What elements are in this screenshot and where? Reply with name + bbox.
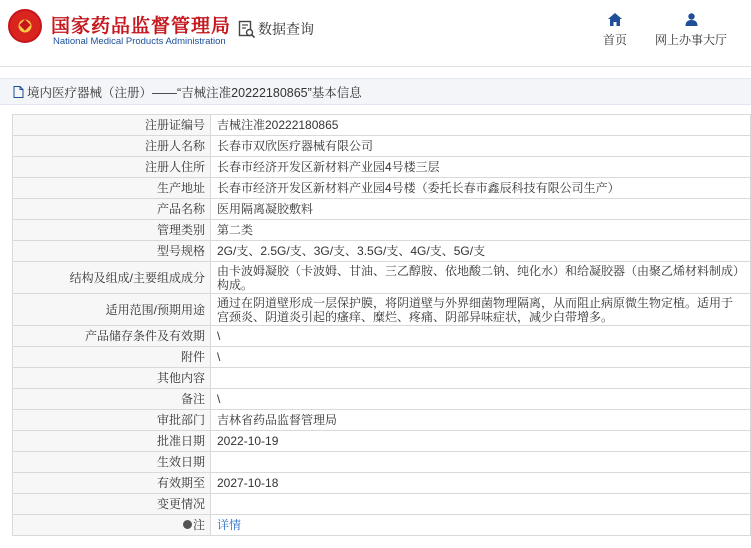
table-row [13, 136, 751, 157]
row-label: 其他内容 [13, 368, 211, 389]
table-row [13, 326, 751, 347]
table-row [13, 199, 751, 220]
row-label: 注册证编号 [13, 115, 211, 136]
table-row [13, 220, 751, 241]
row-label: 有效期至 [13, 473, 211, 494]
table-row [13, 347, 751, 368]
table-row [13, 431, 751, 452]
pin-icon [183, 520, 192, 529]
site-name-en: National Medical Products Administration [53, 36, 226, 47]
row-label: 适用范围/预期用途 [13, 294, 211, 326]
detail-table [12, 114, 751, 536]
row-value: 长春市经济开发区新材料产业园4号楼三层 [211, 157, 751, 178]
row-value: 吉械注准20222180865 [211, 115, 751, 136]
table-row [13, 410, 751, 431]
nmpa-emblem-icon [8, 9, 42, 43]
page-title: 境内医疗器械（注册）——“吉械注准20222180865”基本信息 [27, 85, 362, 100]
row-label: 型号规格 [13, 241, 211, 262]
note-value-cell [211, 515, 751, 536]
row-value: 长春市双欣医疗器械有限公司 [211, 136, 751, 157]
row-label: 生效日期 [13, 452, 211, 473]
table-row [13, 157, 751, 178]
row-value: \ [211, 389, 751, 410]
row-label: 批准日期 [13, 431, 211, 452]
table-row [13, 241, 751, 262]
row-value: 第二类 [211, 220, 751, 241]
row-value [211, 452, 751, 473]
data-query-link[interactable] [238, 19, 314, 39]
table-row [13, 262, 751, 294]
header-divider [0, 66, 751, 67]
row-label: 备注 [13, 389, 211, 410]
nav-home[interactable] [600, 13, 630, 48]
row-value: 2022-10-19 [211, 431, 751, 452]
table-row [13, 368, 751, 389]
row-label: 产品名称 [13, 199, 211, 220]
note-label: 注 [192, 518, 205, 532]
row-value: \ [211, 347, 751, 368]
row-value [211, 368, 751, 389]
detail-link[interactable]: 详情 [217, 518, 242, 532]
site-header [0, 0, 751, 64]
row-label: 管理类别 [13, 220, 211, 241]
home-icon [608, 13, 622, 26]
row-label: 生产地址 [13, 178, 211, 199]
row-value [211, 494, 751, 515]
data-query-label: 数据查询 [258, 21, 314, 37]
table-row [13, 389, 751, 410]
table-row [13, 452, 751, 473]
search-document-icon [238, 20, 254, 38]
site-name: 国家药品监督管理局 [51, 16, 232, 37]
row-value: 医用隔离凝胶敷料 [211, 199, 751, 220]
row-value: 2027-10-18 [211, 473, 751, 494]
row-label: 注册人住所 [13, 157, 211, 178]
row-value: 2G/支、2.5G/支、3G/支、3.5G/支、4G/支、5G/支 [211, 241, 751, 262]
row-value: 通过在阴道壁形成一层保护膜，将阴道壁与外界细菌物理隔离，从而阻止病原微生物定植。适用于宫颈炎、阴道炎引起的瘙痒、糜烂、疼痛、阴部异味症状，减少白带增多。 [211, 294, 751, 326]
row-label: 注册人名称 [13, 136, 211, 157]
table-row-note [13, 515, 751, 536]
document-icon [13, 86, 24, 98]
nav-home-label: 首页 [602, 33, 627, 47]
row-value: \ [211, 326, 751, 347]
table-row [13, 115, 751, 136]
table-row [13, 473, 751, 494]
row-label: 变更情况 [13, 494, 211, 515]
row-value: 吉林省药品监督管理局 [211, 410, 751, 431]
user-icon [685, 13, 698, 26]
row-label: 审批部门 [13, 410, 211, 431]
note-label-cell [13, 515, 211, 536]
table-row [13, 294, 751, 326]
row-value: 由卡波姆凝胶（卡波姆、甘油、三乙醇胺、依地酸二钠、纯化水）和给凝胶器（由聚乙烯材料制成）构成。 [211, 262, 751, 294]
row-value: 长春市经济开发区新材料产业园4号楼（委托长春市鑫辰科技有限公司生产） [211, 178, 751, 199]
nav-online-hall-label: 网上办事大厅 [654, 33, 727, 47]
table-row [13, 494, 751, 515]
row-label: 结构及组成/主要组成成分 [13, 262, 211, 294]
row-label: 产品储存条件及有效期 [13, 326, 211, 347]
row-label: 附件 [13, 347, 211, 368]
nav-online-hall[interactable] [654, 13, 728, 48]
table-row [13, 178, 751, 199]
breadcrumb [0, 78, 751, 105]
